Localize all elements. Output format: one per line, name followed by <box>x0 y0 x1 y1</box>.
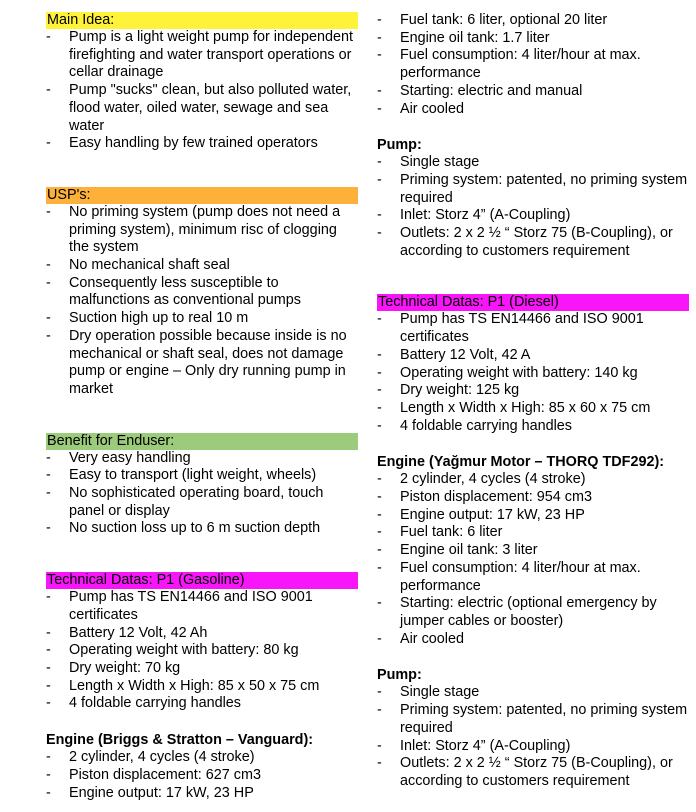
list-item: - Pump has TS EN14466 and ISO 9001 certificates <box>46 589 358 624</box>
list-item: - Consequently less susceptible to malfunctions as conventional pumps <box>46 275 358 310</box>
usps-list <box>46 204 358 399</box>
tech-diesel-list <box>377 311 689 435</box>
list-item: - Length x Width x High: 85 x 50 x 75 cm <box>46 678 358 696</box>
list-item: - Priming system: patented, no priming system required <box>377 702 689 737</box>
list-item: - Outlets: 2 x 2 ½ “ Storz 75 (B-Coupling), or according to customers requirement <box>377 225 689 260</box>
list-item: - Priming system: patented, no priming system required <box>377 172 689 207</box>
list-item: - Outlets: 2 x 2 ½ “ Storz 75 (B-Coupling), or according to customers requirement <box>377 755 689 790</box>
list-item: - Battery 12 Volt, 42 Ah <box>46 625 358 643</box>
list-item: - Fuel tank: 6 liter <box>377 524 689 542</box>
list-item: - Battery 12 Volt, 42 A <box>377 347 689 365</box>
list-item: - Starting: electric and manual <box>377 83 689 101</box>
list-item: - Dry weight: 70 kg <box>46 660 358 678</box>
tech-gasoline-list <box>46 589 358 713</box>
list-item: - Suction high up to real 10 m <box>46 310 358 328</box>
benefit-heading: Benefit for Enduser: <box>46 433 358 450</box>
main-idea-heading: Main Idea: <box>46 12 358 29</box>
list-item: - No priming system (pump does not need a priming system), minimum risc of clogging the system <box>46 204 358 257</box>
list-item: - No suction loss up to 6 m suction depth <box>46 520 358 538</box>
list-item: - Very easy handling <box>46 450 358 468</box>
tech-gasoline-heading: Technical Datas: P1 (Gasoline) <box>46 572 358 589</box>
list-item: - Engine oil tank: 3 liter <box>377 542 689 560</box>
pump-2-heading: Pump: <box>377 667 422 684</box>
list-item: - Dry operation possible because inside is no mechanical or shaft seal, does not damage pump or engine – Only dry running pump in market <box>46 328 358 399</box>
list-item: - Air cooled <box>377 101 689 119</box>
pump-1-list <box>377 154 689 260</box>
engine-diesel-list <box>377 471 689 648</box>
pump-2-list <box>377 684 689 790</box>
tech-diesel-heading: Technical Datas: P1 (Diesel) <box>377 294 689 311</box>
list-item: - Easy to transport (light weight, wheels) <box>46 467 358 485</box>
list-item: - Dry weight: 125 kg <box>377 382 689 400</box>
list-item: - Inlet: Storz 4” (A-Coupling) <box>377 738 689 756</box>
pump-1-heading: Pump: <box>377 137 422 154</box>
list-item: - No mechanical shaft seal <box>46 257 358 275</box>
engine-gasoline-cont-list <box>377 12 689 118</box>
list-item: - Inlet: Storz 4” (A-Coupling) <box>377 207 689 225</box>
list-item: - Fuel consumption: 4 liter/hour at max. performance <box>377 560 689 595</box>
list-item: - Engine oil tank: 1.7 liter <box>377 30 689 48</box>
left-column <box>46 12 358 802</box>
list-item: - Pump has TS EN14466 and ISO 9001 certificates <box>377 311 689 346</box>
list-item: - Single stage <box>377 154 689 172</box>
list-item: - No sophisticated operating board, touch panel or display <box>46 485 358 520</box>
usps-heading: USP's: <box>46 187 358 204</box>
list-item: - Fuel consumption: 4 liter/hour at max. performance <box>377 47 689 82</box>
benefit-list <box>46 450 358 539</box>
list-item: - Engine output: 17 kW, 23 HP <box>46 785 358 803</box>
engine-diesel-heading: Engine (Yağmur Motor – THORQ TDF292): <box>377 454 665 471</box>
list-item: - Piston displacement: 627 cm3 <box>46 767 358 785</box>
list-item: - Pump is a light weight pump for independent firefighting and water transport operations or cellar drainage <box>46 29 358 82</box>
engine-gasoline-heading: Engine (Briggs & Stratton – Vanguard): <box>46 732 314 749</box>
list-item: - Starting: electric (optional emergency by jumper cables or booster) <box>377 595 689 630</box>
engine-gasoline-list <box>46 749 358 802</box>
list-item: - Engine output: 17 kW, 23 HP <box>377 507 689 525</box>
list-item: - Air cooled <box>377 631 689 649</box>
list-item: - Pump "sucks" clean, but also polluted water, flood water, oiled water, sewage and sea water <box>46 82 358 135</box>
list-item: - Single stage <box>377 684 689 702</box>
right-column <box>377 12 689 791</box>
list-item: - 2 cylinder, 4 cycles (4 stroke) <box>46 749 358 767</box>
list-item: - Fuel tank: 6 liter, optional 20 liter <box>377 12 689 30</box>
list-item: - Piston displacement: 954 cm3 <box>377 489 689 507</box>
list-item: - Operating weight with battery: 80 kg <box>46 642 358 660</box>
list-item: - Easy handling by few trained operators <box>46 135 358 153</box>
list-item: - Operating weight with battery: 140 kg <box>377 365 689 383</box>
main-idea-list <box>46 29 358 153</box>
list-item: - Length x Width x High: 85 x 60 x 75 cm <box>377 400 689 418</box>
list-item: - 4 foldable carrying handles <box>46 695 358 713</box>
list-item: - 4 foldable carrying handles <box>377 418 689 436</box>
list-item: - 2 cylinder, 4 cycles (4 stroke) <box>377 471 689 489</box>
